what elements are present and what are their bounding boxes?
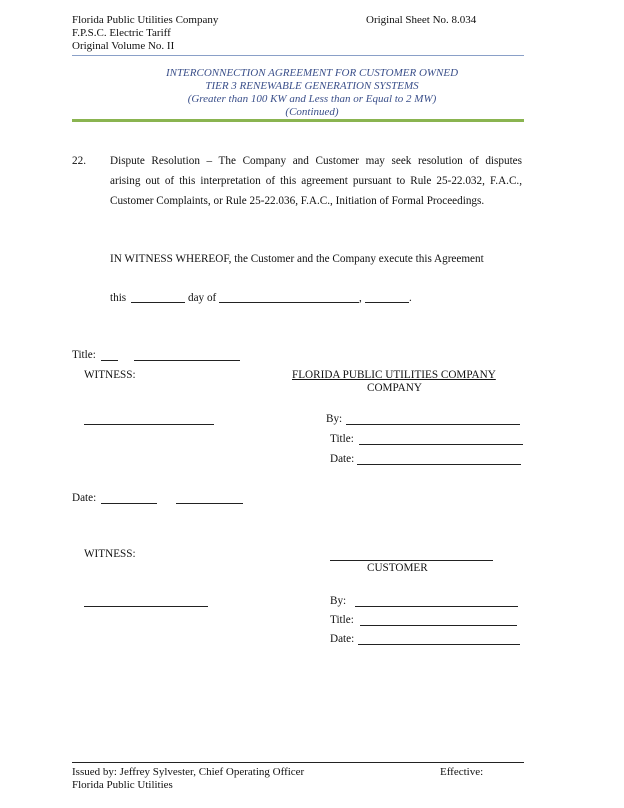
title-blank-long[interactable]	[134, 360, 240, 361]
customer-by-line[interactable]	[355, 606, 518, 607]
company-date-label: Date:	[330, 453, 355, 465]
footer-issued-by: Issued by: Jeffrey Sylvester, Chief Operating Officer	[72, 766, 305, 778]
customer-title-label: Title:	[330, 614, 354, 626]
customer-date-label: Date:	[330, 633, 355, 645]
left-date-blank-1[interactable]	[101, 503, 157, 504]
header-volume: Original Volume No. II	[72, 40, 175, 52]
footer-rule	[72, 762, 524, 763]
customer-date-line[interactable]	[358, 644, 520, 645]
title-line-2: TIER 3 RENEWABLE GENERATION SYSTEMS	[205, 80, 419, 92]
customer-witness-signature-line[interactable]	[84, 606, 208, 607]
section-line-2: arising out of this interpretation of this agreement pursuant to Rule 25-22.032, F.A.C.,	[110, 175, 522, 187]
date-period: .	[409, 292, 412, 304]
customer-label: CUSTOMER	[367, 562, 428, 574]
company-title-line[interactable]	[359, 444, 523, 445]
date-comma: ,	[359, 292, 362, 304]
company-date-line[interactable]	[357, 464, 521, 465]
year-blank[interactable]	[365, 302, 409, 303]
company-label: COMPANY	[367, 382, 422, 394]
section-line-3: Customer Complaints, or Rule 25-22.036, F.A.C., Initiation of Formal Proceedings.	[110, 195, 485, 207]
witness-statement: IN WITNESS WHEREOF, the Customer and the Company execute this Agreement	[110, 253, 484, 265]
customer-title-line[interactable]	[360, 625, 517, 626]
title-line-3: (Greater than 100 KW and Less than or Equal to 2 MW)	[187, 93, 437, 105]
month-blank[interactable]	[219, 302, 359, 303]
left-date-blank-2[interactable]	[176, 503, 243, 504]
customer-by-label: By:	[330, 595, 347, 607]
title-rule	[72, 119, 524, 122]
section-number: 22.	[72, 155, 86, 167]
company-by-line[interactable]	[346, 424, 520, 425]
company-by-label: By:	[326, 413, 343, 425]
header-tariff: F.P.S.C. Electric Tariff	[72, 27, 171, 39]
title-blank-short[interactable]	[101, 360, 118, 361]
company-witness-label: WITNESS:	[84, 369, 136, 381]
day-blank[interactable]	[131, 302, 185, 303]
company-name: FLORIDA PUBLIC UTILITIES COMPANY	[292, 369, 496, 381]
footer-org: Florida Public Utilities	[72, 779, 173, 791]
customer-signature-line[interactable]	[330, 560, 493, 561]
date-this-label: this	[110, 292, 127, 304]
section-line-1: Dispute Resolution – The Company and Customer may seek resolution of disputes	[110, 155, 522, 167]
left-date-label: Date:	[72, 492, 97, 504]
company-witness-signature-line[interactable]	[84, 424, 214, 425]
header-company: Florida Public Utilities Company	[72, 14, 219, 26]
title-label-left: Title:	[72, 349, 96, 361]
company-title-label: Title:	[330, 433, 354, 445]
date-day-of-label: day of	[188, 292, 217, 304]
header-sheet-number: Original Sheet No. 8.034	[366, 14, 477, 26]
title-line-4: (Continued)	[285, 106, 339, 118]
header-rule	[72, 55, 524, 56]
footer-effective: Effective:	[440, 766, 484, 778]
customer-witness-label: WITNESS:	[84, 548, 136, 560]
title-line-1: INTERCONNECTION AGREEMENT FOR CUSTOMER OWNED	[165, 67, 459, 79]
